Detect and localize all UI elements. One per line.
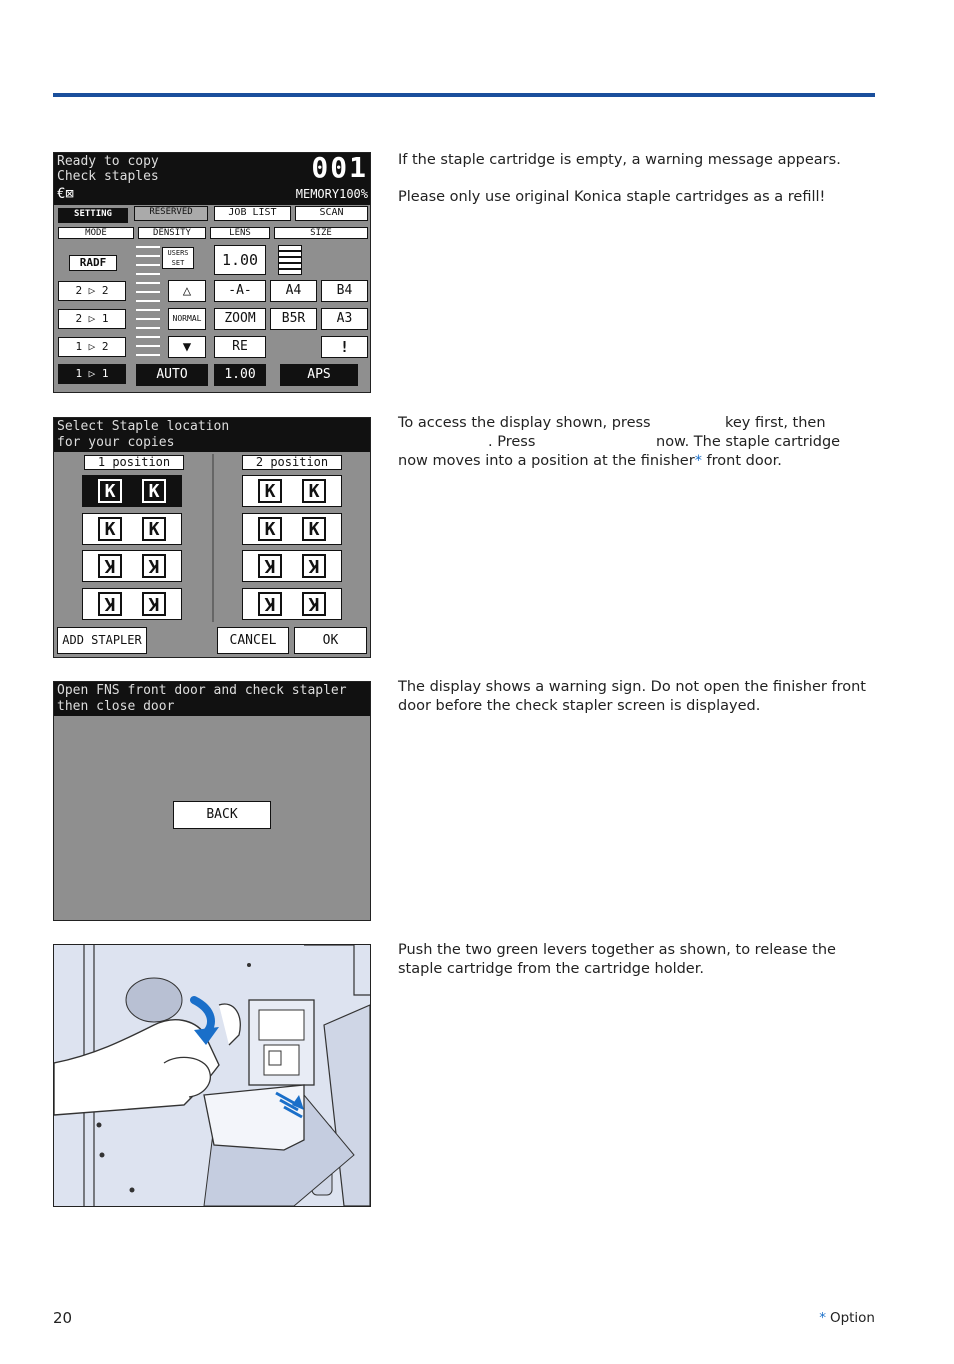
staple-title-2: for your copies bbox=[57, 435, 175, 450]
size-warning[interactable]: ! bbox=[321, 336, 368, 358]
staple-option-one-2[interactable] bbox=[82, 513, 182, 545]
release-levers-text: Push the two green levers together as shown, to release the staple cartridge from the cartridge holder. bbox=[398, 942, 836, 977]
staple-option-one-1[interactable] bbox=[82, 475, 182, 507]
copier-ready-screen bbox=[53, 152, 371, 393]
k-glyph-icon: K bbox=[142, 554, 166, 578]
header-rule bbox=[53, 93, 875, 97]
door-warning-text: The display shows a warning sign. Do not open the finisher front door before the check stapler screen is displayed. bbox=[398, 679, 866, 714]
staple-option-two-4[interactable] bbox=[242, 588, 342, 620]
k-glyph-icon: K bbox=[142, 592, 166, 616]
subtab-lens[interactable]: LENS bbox=[210, 227, 270, 239]
k-glyph-icon: K bbox=[98, 592, 122, 616]
refill-advice-text: Please only use original Konica staple cartridges as a refill! bbox=[398, 189, 826, 205]
tab-reserved[interactable]: RESERVED bbox=[134, 206, 208, 221]
k-glyph-icon: K bbox=[258, 592, 282, 616]
add-stapler-button[interactable]: ADD STAPLER bbox=[57, 627, 147, 654]
staple-title-1: Select Staple location bbox=[57, 419, 230, 434]
door-msg-1: Open FNS front door and check stapler bbox=[57, 683, 347, 698]
staple-option-one-4[interactable] bbox=[82, 588, 182, 620]
back-button[interactable]: BACK bbox=[173, 801, 271, 829]
status-line-2: Check staples bbox=[57, 169, 159, 184]
lens-re[interactable]: RE bbox=[214, 336, 266, 358]
ok-button[interactable]: OK bbox=[294, 627, 367, 654]
status-line-1: Ready to copy bbox=[57, 154, 159, 169]
position-divider bbox=[212, 454, 214, 622]
tab-job-list[interactable]: JOB LIST bbox=[214, 206, 291, 221]
lens-1-00[interactable]: 1.00 bbox=[214, 245, 266, 275]
density-scale-icon bbox=[136, 246, 160, 356]
subtab-mode[interactable]: MODE bbox=[58, 227, 134, 239]
density-darker[interactable]: ▼ bbox=[168, 336, 206, 358]
mode-2-1[interactable]: 2 ▷ 1 bbox=[58, 309, 126, 329]
k-glyph-icon: K bbox=[98, 479, 122, 503]
size-a4[interactable]: A4 bbox=[270, 280, 317, 302]
empty-warning-text: If the staple cartridge is empty, a warning message appears. bbox=[398, 152, 841, 168]
lens-auto[interactable]: -A- bbox=[214, 280, 266, 302]
door-msg-2: then close door bbox=[57, 699, 175, 714]
access-text-c: . Press bbox=[488, 434, 536, 450]
euro-icon: €⊠ bbox=[57, 186, 74, 202]
footnote-text: Option bbox=[829, 1310, 875, 1326]
text-block-1 bbox=[398, 151, 878, 225]
access-text-e bbox=[398, 452, 782, 471]
k-glyph-icon: K bbox=[98, 554, 122, 578]
size-a3[interactable]: A3 bbox=[321, 308, 368, 330]
staple-location-screen bbox=[53, 417, 371, 658]
page-number: 20 bbox=[53, 1309, 73, 1327]
k-glyph-icon: K bbox=[258, 517, 282, 541]
footnote-marker: * bbox=[819, 1310, 826, 1326]
k-glyph-icon: K bbox=[258, 479, 282, 503]
mode-1-1[interactable]: 1 ▷ 1 bbox=[58, 364, 126, 384]
access-text-d: now. The staple cartridge bbox=[656, 434, 841, 450]
k-glyph-icon: K bbox=[302, 517, 326, 541]
aps-button[interactable]: APS bbox=[280, 364, 358, 386]
copy-counter: 001 bbox=[311, 152, 368, 184]
size-b5r[interactable]: B5R bbox=[270, 308, 317, 330]
size-b4[interactable]: B4 bbox=[321, 280, 368, 302]
k-glyph-icon: K bbox=[142, 479, 166, 503]
cancel-button[interactable]: CANCEL bbox=[217, 627, 289, 654]
option-marker: * bbox=[694, 453, 702, 469]
subtab-size[interactable]: SIZE bbox=[274, 227, 368, 239]
access-text-a: To access the display shown, press bbox=[398, 415, 651, 431]
mode-1-2[interactable]: 1 ▷ 2 bbox=[58, 337, 126, 357]
text-block-3 bbox=[398, 678, 878, 734]
k-glyph-icon: K bbox=[302, 479, 326, 503]
illustration-svg bbox=[54, 945, 370, 1206]
lens-1-00-bottom[interactable]: 1.00 bbox=[214, 364, 266, 386]
tab-setting[interactable]: SETTING bbox=[58, 208, 128, 223]
density-lighter[interactable]: △ bbox=[168, 280, 206, 302]
front-door-text: front door. bbox=[701, 453, 782, 469]
density-normal[interactable]: NORMAL bbox=[168, 308, 206, 330]
k-glyph-icon: K bbox=[98, 517, 122, 541]
k-glyph-icon: K bbox=[142, 517, 166, 541]
finisher-text: now moves into a position at the finisher bbox=[398, 453, 695, 469]
memory-status: MEMORY100% bbox=[295, 187, 368, 201]
lens-zoom[interactable]: ZOOM bbox=[214, 308, 266, 330]
text-block-2 bbox=[398, 414, 876, 474]
staple-option-one-3[interactable] bbox=[82, 550, 182, 582]
cartridge-release-illustration bbox=[53, 944, 371, 1207]
radf-button[interactable]: RADF bbox=[69, 255, 117, 271]
staple-option-two-1[interactable] bbox=[242, 475, 342, 507]
k-glyph-icon: K bbox=[258, 554, 282, 578]
tab-scan[interactable]: SCAN bbox=[295, 206, 368, 221]
k-glyph-icon: K bbox=[302, 554, 326, 578]
footnote bbox=[819, 1310, 875, 1326]
staple-option-two-2[interactable] bbox=[242, 513, 342, 545]
auto-density-button[interactable]: AUTO bbox=[136, 364, 208, 386]
mode-2-2[interactable]: 2 ▷ 2 bbox=[58, 281, 126, 301]
density-users-set[interactable]: USERS SET bbox=[162, 247, 194, 269]
k-glyph-icon: K bbox=[302, 592, 326, 616]
two-position-label: 2 position bbox=[242, 455, 342, 470]
subtab-density[interactable]: DENSITY bbox=[138, 227, 206, 239]
one-position-label: 1 position bbox=[84, 455, 184, 470]
open-door-screen bbox=[53, 681, 371, 921]
access-text-b: key first, then bbox=[725, 415, 826, 431]
text-block-4 bbox=[398, 941, 878, 997]
paper-tray-icon bbox=[278, 245, 302, 275]
staple-option-two-3[interactable] bbox=[242, 550, 342, 582]
